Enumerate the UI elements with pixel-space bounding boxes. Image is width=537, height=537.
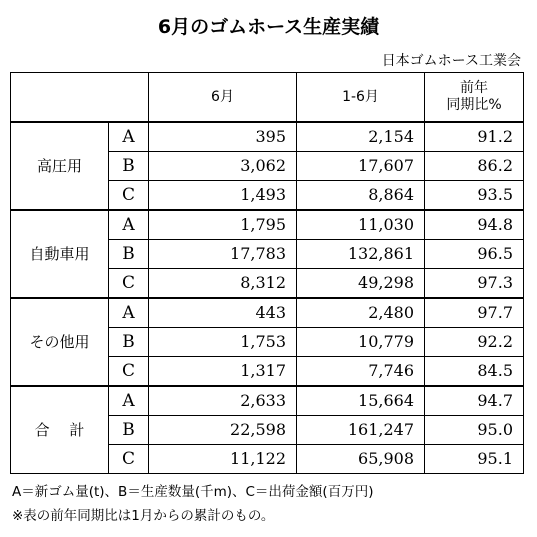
ytd-value-cell: 15,664 xyxy=(297,386,425,416)
table-row xyxy=(11,122,524,152)
group-label: 高圧用 xyxy=(11,122,109,210)
header-month: 6月 xyxy=(149,73,297,123)
ytd-value-cell: 49,298 xyxy=(297,269,425,299)
type-cell: B xyxy=(109,416,149,445)
month-value-cell: 11,122 xyxy=(149,445,297,474)
header-ytd: 1-6月 xyxy=(297,73,425,123)
type-cell: C xyxy=(109,357,149,387)
type-cell: C xyxy=(109,181,149,211)
ytd-value-cell: 17,607 xyxy=(297,152,425,181)
type-cell: B xyxy=(109,328,149,357)
month-value-cell: 3,062 xyxy=(149,152,297,181)
header-yoy xyxy=(425,73,524,123)
month-value-cell: 443 xyxy=(149,298,297,328)
table-row xyxy=(11,210,524,240)
ytd-value-cell: 10,779 xyxy=(297,328,425,357)
yoy-value-cell: 93.5 xyxy=(425,181,524,211)
ytd-value-cell: 2,480 xyxy=(297,298,425,328)
table-body xyxy=(11,73,524,474)
page-title: 6月のゴムホース生産実績 xyxy=(157,16,380,38)
yoy-value-cell: 95.0 xyxy=(425,416,524,445)
ytd-value-cell: 8,864 xyxy=(297,181,425,211)
group-label: その他用 xyxy=(11,298,109,386)
type-cell: B xyxy=(109,152,149,181)
ytd-value-cell: 7,746 xyxy=(297,357,425,387)
month-value-cell: 395 xyxy=(149,122,297,152)
yoy-value-cell: 97.3 xyxy=(425,269,524,299)
header-yoy-line2: 同期比% xyxy=(446,97,502,113)
group-label: 自動車用 xyxy=(11,210,109,298)
legend-note: A＝新ゴム量(t)、B＝生産数量(千m)、C＝出荷金額(百万円) xyxy=(12,484,374,500)
ytd-value-cell: 161,247 xyxy=(297,416,425,445)
month-value-cell: 2,633 xyxy=(149,386,297,416)
table-row xyxy=(11,298,524,328)
ytd-value-cell: 132,861 xyxy=(297,240,425,269)
type-cell: C xyxy=(109,269,149,299)
type-cell: B xyxy=(109,240,149,269)
source-label: 日本ゴムホース工業会 xyxy=(381,53,521,69)
month-value-cell: 17,783 xyxy=(149,240,297,269)
month-value-cell: 1,317 xyxy=(149,357,297,387)
yoy-value-cell: 84.5 xyxy=(425,357,524,387)
month-value-cell: 1,795 xyxy=(149,210,297,240)
type-cell: A xyxy=(109,298,149,328)
table-row xyxy=(11,386,524,416)
month-value-cell: 22,598 xyxy=(149,416,297,445)
yoy-value-cell: 96.5 xyxy=(425,240,524,269)
group-label: 合 計 xyxy=(11,386,109,474)
header-row xyxy=(11,73,524,123)
type-cell: A xyxy=(109,386,149,416)
header-yoy-line1: 前年 xyxy=(460,80,488,96)
month-value-cell: 1,493 xyxy=(149,181,297,211)
month-value-cell: 8,312 xyxy=(149,269,297,299)
ytd-value-cell: 65,908 xyxy=(297,445,425,474)
yoy-value-cell: 92.2 xyxy=(425,328,524,357)
yoy-value-cell: 91.2 xyxy=(425,122,524,152)
type-cell: A xyxy=(109,210,149,240)
ytd-value-cell: 11,030 xyxy=(297,210,425,240)
type-cell: C xyxy=(109,445,149,474)
month-value-cell: 1,753 xyxy=(149,328,297,357)
header-blank-cell xyxy=(11,73,149,123)
yoy-value-cell: 97.7 xyxy=(425,298,524,328)
ytd-value-cell: 2,154 xyxy=(297,122,425,152)
yoy-value-cell: 95.1 xyxy=(425,445,524,474)
footnote: ※表の前年同期比は1月からの累計のもの。 xyxy=(12,508,275,524)
yoy-value-cell: 94.8 xyxy=(425,210,524,240)
yoy-value-cell: 94.7 xyxy=(425,386,524,416)
production-table xyxy=(10,72,524,474)
type-cell: A xyxy=(109,122,149,152)
yoy-value-cell: 86.2 xyxy=(425,152,524,181)
